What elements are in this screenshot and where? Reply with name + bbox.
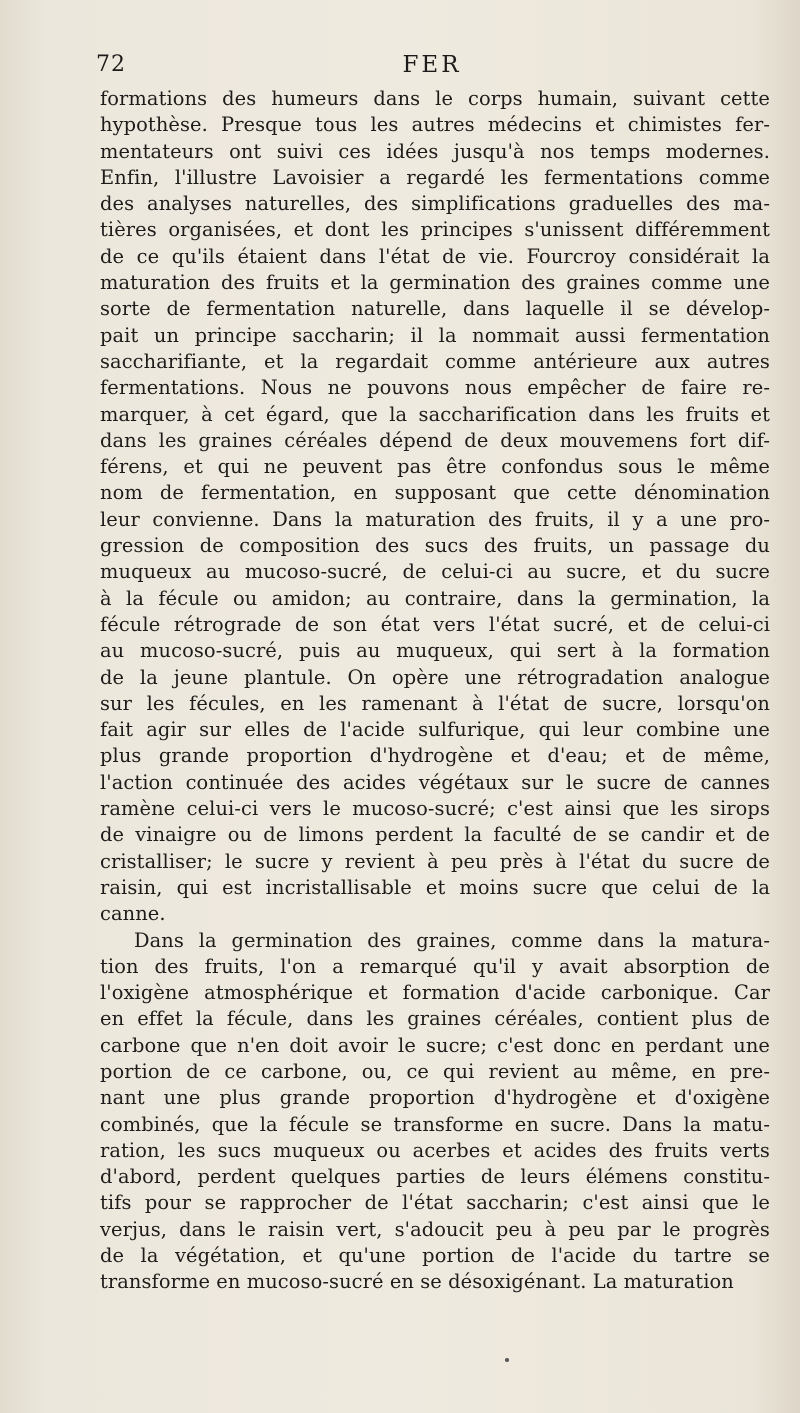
text-line: fermentations. Nous ne pouvons nous empêcher de faire re-	[100, 376, 770, 400]
running-head: FER	[402, 52, 462, 78]
text-line: dans les graines céréales dépend de deux mouvemens fort dif-	[100, 428, 770, 452]
text-line: muqueux au mucoso-sucré, de celui-ci au sucre, et du sucre	[100, 560, 770, 584]
text-line: mentateurs ont suivi ces idées jusqu'à nos temps modernes.	[100, 139, 770, 163]
text-line: l'action continuée des acides végétaux sur le sucre de cannes	[100, 770, 770, 794]
text-line: de la végétation, et qu'une portion de l'acide du tartre se	[100, 1244, 770, 1268]
text-line: maturation des fruits et la germination des graines comme une	[100, 271, 770, 295]
text-line: cristalliser; le sucre y revient à peu près à l'état du sucre de	[100, 849, 770, 873]
text-line: raisin, qui est incristallisable et moins sucre que celui de la	[100, 875, 770, 899]
paragraph	[100, 928, 770, 1296]
text-line: hypothèse. Presque tous les autres médecins et chimistes fer-	[100, 113, 770, 137]
text-line: canne.	[100, 902, 166, 926]
text-line: ration, les sucs muqueux ou acerbes et acides des fruits verts	[100, 1138, 770, 1162]
page-header	[96, 52, 768, 86]
text-line: saccharifiante, et la regardait comme antérieure aux autres	[100, 349, 770, 373]
text-line: ramène celui-ci vers le mucoso-sucré; c'est ainsi que les sirops	[100, 797, 770, 821]
text-line: de vinaigre ou de limons perdent la faculté de se candir et de	[100, 823, 770, 847]
body-text	[100, 86, 770, 1296]
text-line: sorte de fermentation naturelle, dans laquelle il se dévelop-	[100, 297, 770, 321]
text-line: pait un principe saccharin; il la nommait aussi fermentation	[100, 323, 770, 347]
text-line: leur convienne. Dans la maturation des fruits, il y a une pro-	[100, 507, 770, 531]
text-line: nom de fermentation, en supposant que cette dénomination	[100, 481, 770, 505]
text-line: transforme en mucoso-sucré en se désoxigénant. La maturation	[100, 1270, 734, 1294]
text-line: férens, et qui ne peuvent pas être confondus sous le même	[100, 455, 770, 479]
paper-speck	[505, 1358, 509, 1362]
text-line: fait agir sur elles de l'acide sulfurique, qui leur combine une	[100, 718, 770, 742]
text-line: carbone que n'en doit avoir le sucre; c'est donc en perdant une	[100, 1033, 770, 1057]
text-line: plus grande proportion d'hydrogène et d'eau; et de même,	[100, 744, 770, 768]
text-line: Dans la germination des graines, comme dans la matura-	[134, 928, 770, 952]
text-line: sur les fécules, en les ramenant à l'état de sucre, lorsqu'on	[100, 691, 770, 715]
text-line: en effet la fécule, dans les graines céréales, contient plus de	[100, 1007, 770, 1031]
text-line: tières organisées, et dont les principes s'unissent différemment	[100, 218, 770, 242]
text-line: nant une plus grande proportion d'hydrogène et d'oxigène	[100, 1086, 770, 1110]
text-line: l'oxigène atmosphérique et formation d'acide carbonique. Car	[100, 981, 770, 1005]
text-line: combinés, que la fécule se transforme en sucre. Dans la matu-	[100, 1112, 770, 1136]
text-line: tion des fruits, l'on a remarqué qu'il y avait absorption de	[100, 954, 770, 978]
text-line: à la fécule ou amidon; au contraire, dans la germination, la	[100, 586, 770, 610]
page-number: 72	[96, 52, 126, 77]
text-line: gression de composition des sucs des fruits, un passage du	[100, 534, 770, 558]
text-line: portion de ce carbone, ou, ce qui revient au même, en pre-	[100, 1059, 770, 1083]
text-line: de la jeune plantule. On opère une rétrogradation analogue	[100, 665, 770, 689]
text-line: tifs pour se rapprocher de l'état saccharin; c'est ainsi que le	[100, 1191, 770, 1215]
text-line: au mucoso-sucré, puis au muqueux, qui sert à la formation	[100, 639, 770, 663]
text-line: d'abord, perdent quelques parties de leurs élémens constitu-	[100, 1165, 770, 1189]
text-line: des analyses naturelles, des simplifications graduelles des ma-	[100, 192, 770, 216]
text-line: formations des humeurs dans le corps humain, suivant cette	[100, 87, 770, 110]
text-line: verjus, dans le raisin vert, s'adoucit peu à peu par le progrès	[100, 1217, 770, 1241]
text-line: de ce qu'ils étaient dans l'état de vie. Fourcroy considérait la	[100, 244, 770, 268]
text-line: fécule rétrograde de son état vers l'état sucré, et de celui-ci	[100, 612, 770, 636]
paragraph	[100, 86, 770, 928]
text-line: marquer, à cet égard, que la saccharification dans les fruits et	[100, 402, 770, 426]
text-line: Enfin, l'illustre Lavoisier a regardé les fermentations comme	[100, 165, 770, 189]
